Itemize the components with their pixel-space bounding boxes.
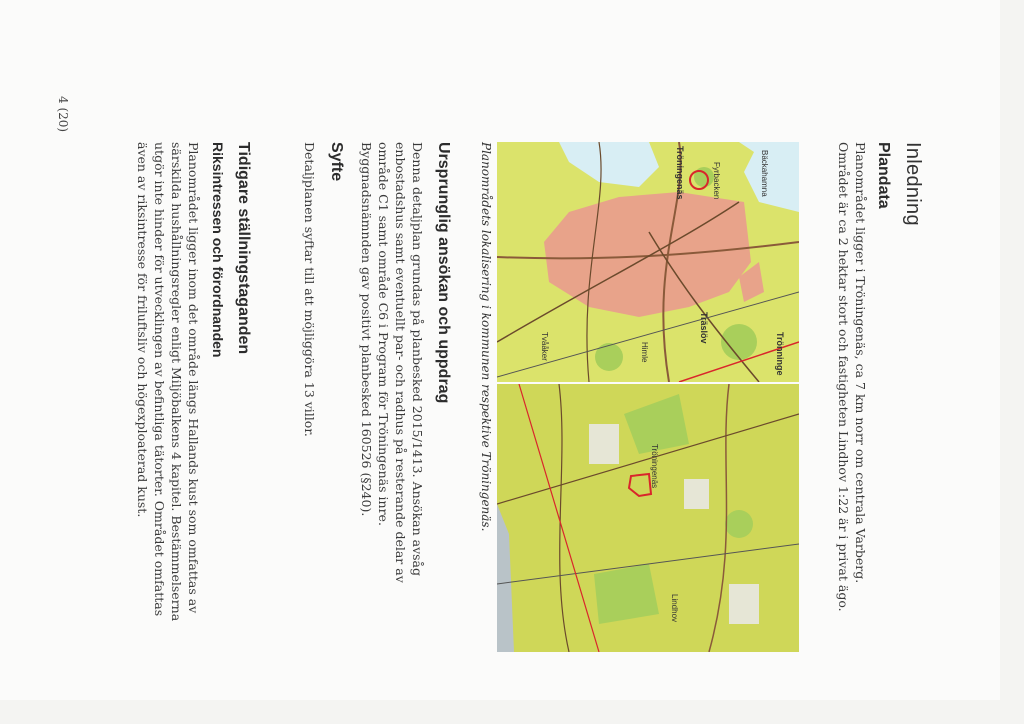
- map-caption: Planområdets lokalisering i kommunen respektive Tröningenäs.: [479, 142, 493, 532]
- section-title-tidigare: Tidigare ställningstaganden: [235, 142, 252, 355]
- section-title-ursprunglig: Ursprunglig ansökan och uppdrag: [435, 142, 452, 404]
- map-label-troningenas-detail: Tröningenäs: [650, 444, 659, 489]
- section-title-syfte: Syfte: [328, 142, 345, 182]
- section-title-plandata: Plandata: [875, 142, 892, 209]
- map-label-tvaaker: Tvååker: [540, 332, 549, 361]
- map-label-traslov: Träslöv: [699, 312, 709, 344]
- map-label-tronninge: Trönninge: [775, 332, 785, 376]
- map-label-himle: Himle: [640, 342, 649, 363]
- map-label-fyrbacken: Fyrbacken: [712, 162, 721, 200]
- map-label-lindhov: Lindhov: [670, 594, 679, 623]
- section-subtitle-riksintressen: Riksintressen och förordnanden: [210, 142, 226, 358]
- document-heading: Inledning: [902, 142, 924, 226]
- section-text-syfte: Detaljplanen syftar till att möjliggöra 13 villor.: [302, 142, 317, 437]
- page-number: 4 (20): [56, 96, 70, 133]
- overview-map: [497, 142, 799, 382]
- detail-map-graphic: [497, 384, 799, 652]
- detail-map: [497, 384, 799, 652]
- map-label-troningenas: Tröningenäs: [675, 146, 685, 200]
- section-text-plandata: Planområdet ligger i Tröningenäs, ca 7 km norr om centrala Varberg. Området är ca 2 hektar stort och fastigheten Lindhov 1:22 är i privat ägo.: [836, 142, 868, 612]
- section-text-tidigare: Planområdet ligger inom det område längs Hallands kust som omfattas av särskilda hushållningsregler enligt Miljöbalkens 4 kapitel. Bestämmelserna utgör inte hinder för utvecklingen av befintliga tätorter. Området omfattas även av riksintresse för friluftsliv och högexploaterad kust.: [135, 142, 201, 622]
- section-text-ursprunglig: Denna detaljplan grundas på planbesked 2015/1413. Ansökan avsåg enbostadshus samt eventuellt par- och radhus på resterande delar av område C1 samt område C6 i Program för Tröningenäs inre. Byggnadsnämnden gav positivt planbesked 160526 (§240).: [359, 142, 425, 583]
- map-label-backahamna: Bäckahamna: [760, 150, 769, 197]
